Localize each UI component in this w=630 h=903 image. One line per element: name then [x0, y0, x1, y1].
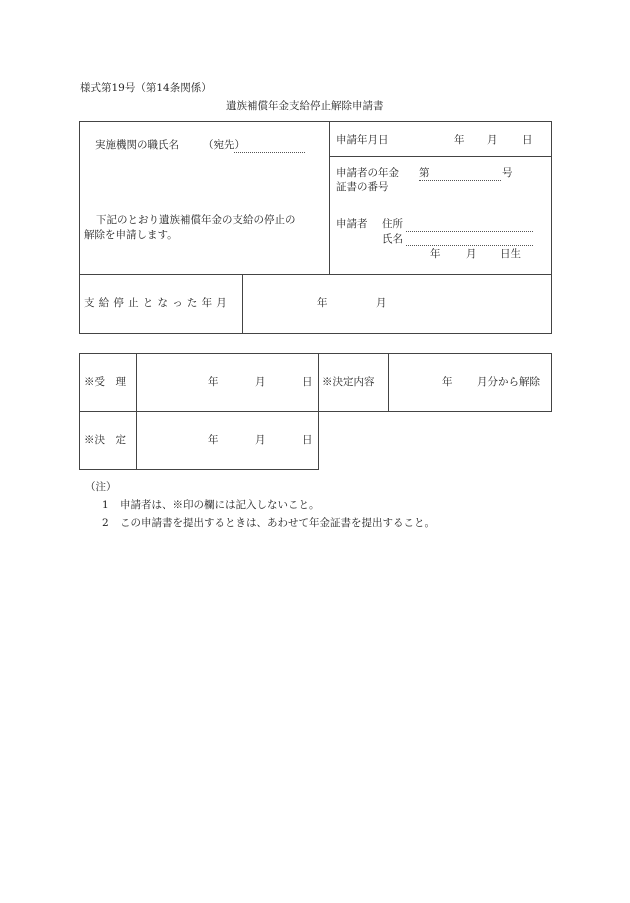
receipt-year: 年	[208, 376, 219, 388]
pension-certificate-suffix: 号	[502, 167, 513, 179]
addressee-suffix: （宛先）	[203, 139, 245, 151]
applicant-name-label: 氏名	[382, 233, 403, 245]
decision-content-month: 月分から解除	[477, 376, 540, 388]
statement-line-2: 解除を申請します。	[84, 229, 178, 241]
decision-month: 月	[255, 434, 266, 446]
pension-certificate-field[interactable]	[419, 180, 501, 181]
form-title: 遺族補償年金支給停止解除申請書	[226, 100, 384, 112]
decision-content-year: 年	[442, 376, 453, 388]
receipt-day: 日	[302, 376, 313, 388]
addressee-label: 実施機関の職氏名	[95, 139, 179, 151]
receipt-label: ※受 理	[84, 376, 126, 388]
applicant-birth-month: 月	[466, 248, 477, 260]
receipt-month: 月	[255, 376, 266, 388]
applicant-label: 申請者	[336, 218, 368, 230]
application-date-day: 日	[522, 134, 533, 146]
suspension-label: 支給停止となった年月	[84, 297, 231, 309]
application-date-month: 月	[487, 134, 498, 146]
applicant-address-label: 住所	[382, 218, 403, 230]
applicant-birth-year: 年	[430, 248, 441, 260]
notes-heading: （注）	[85, 481, 117, 493]
statement-line-1: 下記のとおり遺族補償年金の支給の停止の	[96, 214, 296, 226]
applicant-birth-day: 日生	[500, 248, 521, 260]
pension-certificate-label-2: 証書の番号	[336, 181, 389, 193]
decision-label: ※決 定	[84, 434, 126, 446]
applicant-address-field[interactable]	[406, 231, 533, 232]
addressee-field[interactable]	[234, 152, 305, 153]
note-1-text: 申請者は、※印の欄には記入しないこと。	[120, 499, 320, 511]
application-date-year: 年	[454, 134, 465, 146]
note-1-number: 1	[102, 499, 109, 511]
decision-year: 年	[208, 434, 219, 446]
decision-day: 日	[302, 434, 313, 446]
decision-content-label: ※決定内容	[322, 376, 375, 388]
note-2-number: 2	[102, 517, 109, 529]
pension-certificate-label-1: 申請者の年金	[336, 167, 399, 179]
suspension-year: 年	[317, 297, 328, 309]
note-2-text: この申請書を提出するときは、あわせて年金証書を提出すること。	[120, 517, 435, 529]
application-date-label: 申請年月日	[336, 134, 389, 146]
applicant-name-field[interactable]	[406, 245, 533, 246]
pension-certificate-prefix: 第	[419, 167, 430, 179]
form-number: 様式第19号（第14条関係）	[80, 82, 212, 94]
suspension-month: 月	[376, 297, 387, 309]
